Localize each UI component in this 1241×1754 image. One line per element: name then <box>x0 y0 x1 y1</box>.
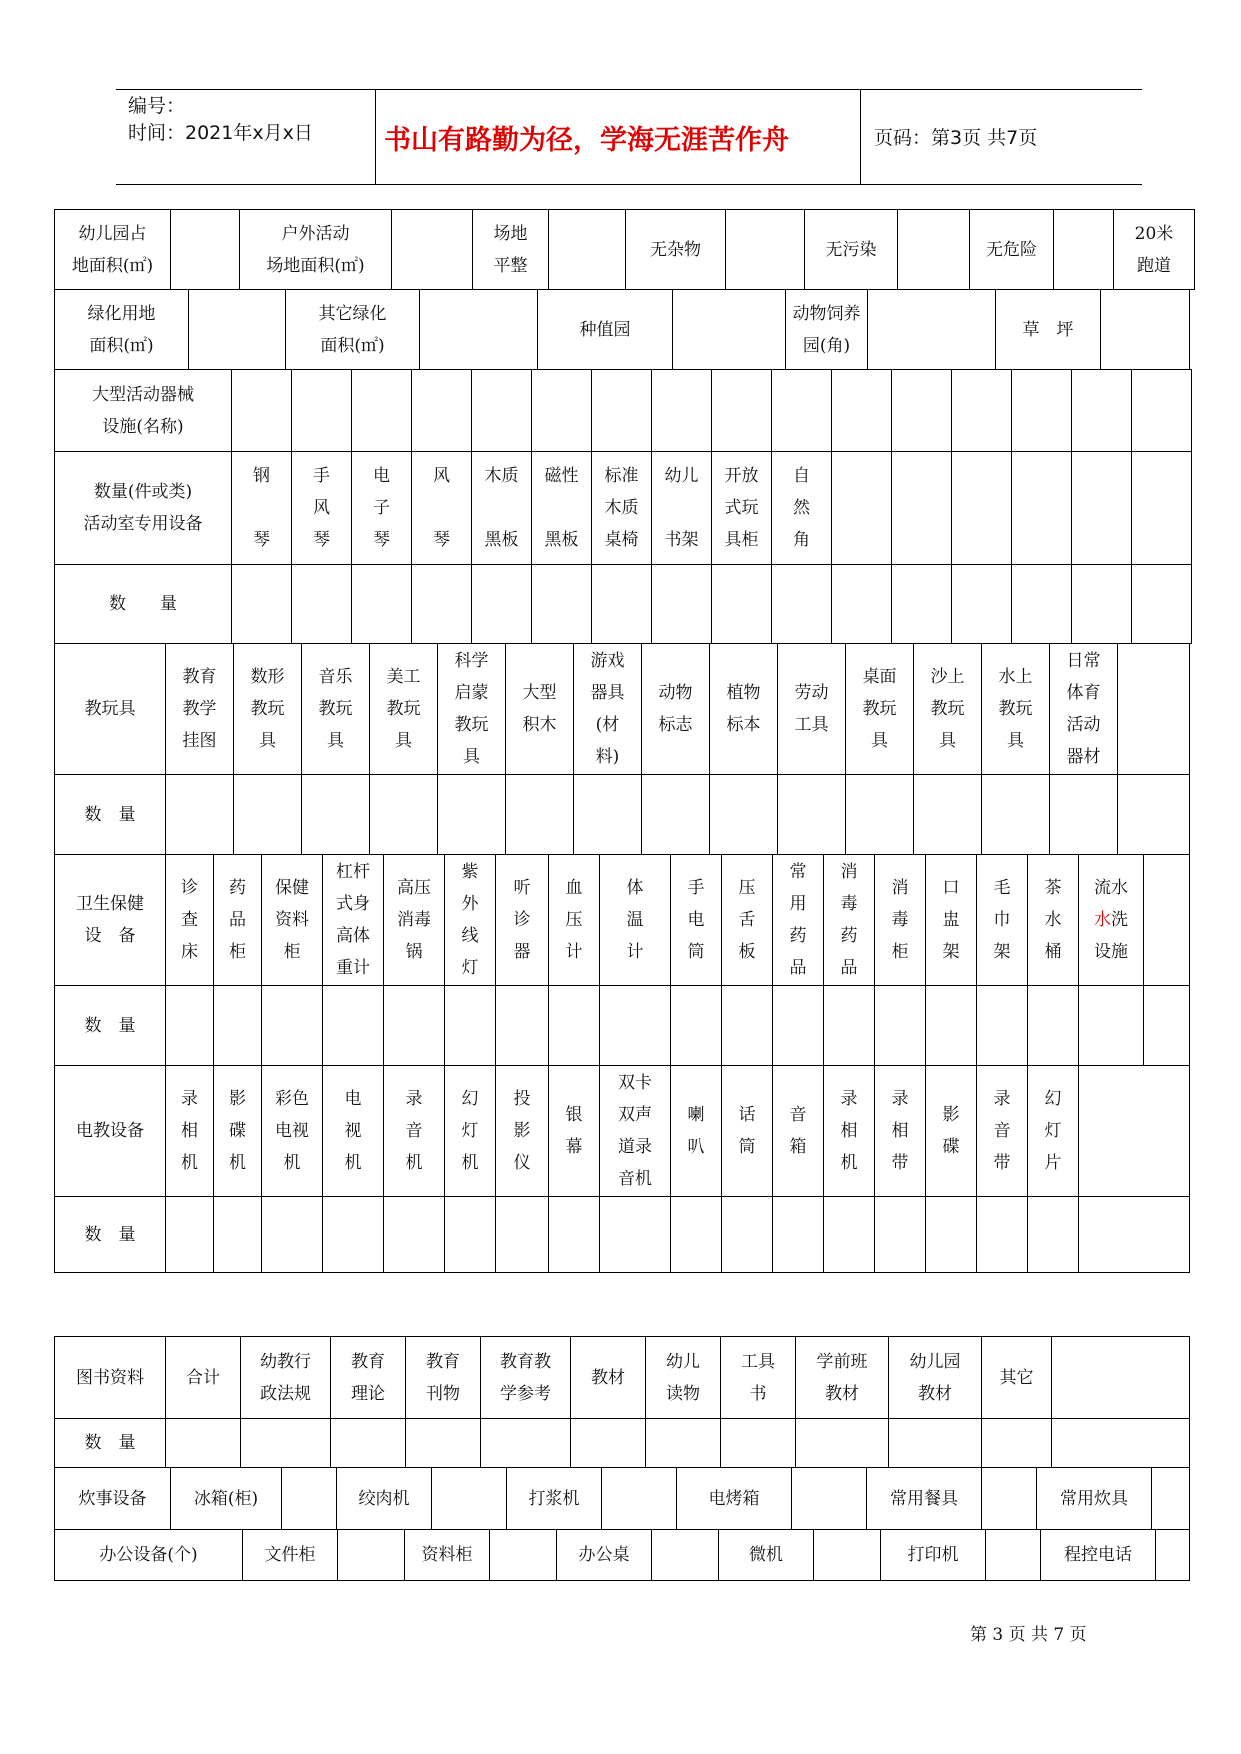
office-item: 办公桌 <box>557 1530 652 1581</box>
room-item: 标准 木质 桌椅 <box>592 452 652 565</box>
quantity-cell[interactable] <box>982 1419 1052 1468</box>
wash-label-a: 流水 <box>1094 878 1128 898</box>
wash-label-red: 水 <box>1094 910 1111 930</box>
time-label: 时间：2021年x月x日 <box>128 122 313 144</box>
quantity-cell[interactable] <box>496 1197 549 1273</box>
av-item: 投 影 仪 <box>496 1066 549 1197</box>
quantity-cell[interactable] <box>889 1419 982 1468</box>
quantity-cell[interactable] <box>472 565 532 644</box>
room-item: 电 子 琴 <box>352 452 412 565</box>
quantity-cell[interactable] <box>438 775 506 855</box>
site-r1-h6: 20米 跑道 <box>1114 210 1195 290</box>
quantity-cell[interactable] <box>232 565 292 644</box>
av-item: 影 碟 机 <box>214 1066 262 1197</box>
office-item: 程控电话 <box>1041 1530 1156 1581</box>
health-item: 口 盅 架 <box>926 855 977 986</box>
room-item-empty[interactable] <box>1132 452 1192 565</box>
quantity-cell[interactable] <box>406 1419 481 1468</box>
book-item: 幼教行 政法规 <box>241 1337 331 1419</box>
health-item: 听 诊 器 <box>496 855 549 986</box>
toys-row <box>55 644 1190 775</box>
site-r1-v1[interactable] <box>392 210 473 290</box>
office-table <box>54 1529 1190 1581</box>
kitchen-item: 常用炊具 <box>1037 1468 1152 1530</box>
site-r2-v1[interactable] <box>420 290 538 370</box>
site-r2-h0: 绿化用地 面积(㎡) <box>55 290 189 370</box>
office-value[interactable] <box>1156 1530 1190 1581</box>
office-value[interactable] <box>986 1530 1041 1581</box>
room-item: 手 风 琴 <box>292 452 352 565</box>
health-item-empty[interactable] <box>1144 855 1190 986</box>
room-item: 磁性 黑板 <box>532 452 592 565</box>
book-item: 教育教 学参考 <box>481 1337 571 1419</box>
site-r2-v4[interactable] <box>1101 290 1190 370</box>
toy-item: 游戏 器具 (材 料) <box>574 644 642 775</box>
site-row-2 <box>55 290 1190 370</box>
book-item: 学前班 教材 <box>796 1337 889 1419</box>
quantity-cell[interactable] <box>352 565 412 644</box>
quantity-cell[interactable] <box>1118 775 1190 855</box>
large-equipment-row <box>55 370 1192 452</box>
quantity-cell[interactable] <box>796 1419 889 1468</box>
kitchen-value[interactable] <box>792 1468 867 1530</box>
room-item-empty[interactable] <box>1072 452 1132 565</box>
quantity-cell[interactable] <box>721 1419 796 1468</box>
av-item: 录 相 机 <box>824 1066 875 1197</box>
health-item: 诊 查 床 <box>166 855 214 986</box>
site-r1-h2: 场地 平整 <box>473 210 549 290</box>
quantity-cell[interactable] <box>214 986 262 1066</box>
kitchen-value[interactable] <box>982 1468 1037 1530</box>
large-equipment-cell[interactable] <box>532 370 592 452</box>
quantity-cell[interactable] <box>875 986 926 1066</box>
toy-item: 动物 标志 <box>642 644 710 775</box>
av-item-empty[interactable] <box>1079 1066 1190 1197</box>
books-quantity-row <box>55 1419 1190 1468</box>
site-r1-v4[interactable] <box>898 210 970 290</box>
site-r2-v0[interactable] <box>189 290 286 370</box>
quantity-cell[interactable] <box>234 775 302 855</box>
toy-item: 大型 积木 <box>506 644 574 775</box>
room-equipment-label: 数量(件或类) 活动室专用设备 <box>55 452 232 565</box>
office-item: 微机 <box>719 1530 814 1581</box>
health-item: 保健 资料 柜 <box>262 855 323 986</box>
site-r1-h0: 幼儿园占 地面积(㎡) <box>55 210 171 290</box>
room-item-empty[interactable] <box>832 452 892 565</box>
av-item: 幻 灯 片 <box>1028 1066 1079 1197</box>
site-r2-v3[interactable] <box>868 290 996 370</box>
book-item: 合计 <box>166 1337 241 1419</box>
toy-item: 劳动 工具 <box>778 644 846 775</box>
quantity-cell[interactable] <box>549 986 600 1066</box>
health-quantity-label: 数 量 <box>55 986 166 1066</box>
quantity-cell[interactable] <box>1132 565 1192 644</box>
quantity-cell[interactable] <box>571 1419 646 1468</box>
site-r2-v2[interactable] <box>673 290 786 370</box>
quantity-cell[interactable] <box>241 1419 331 1468</box>
books-label: 图书资料 <box>55 1337 166 1419</box>
kitchen-item: 电烤箱 <box>677 1468 792 1530</box>
room-equipment-row <box>55 452 1192 565</box>
quantity-cell[interactable] <box>166 986 214 1066</box>
quantity-cell[interactable] <box>671 1197 722 1273</box>
toys-quantity-row <box>55 775 1190 855</box>
kitchen-label: 炊事设备 <box>55 1468 171 1530</box>
large-equipment-cell[interactable] <box>652 370 712 452</box>
quantity-cell[interactable] <box>1050 775 1118 855</box>
quantity-cell[interactable] <box>532 565 592 644</box>
footer-page-number: 第 3 页 共 7 页 <box>970 1625 1087 1645</box>
office-value[interactable] <box>652 1530 719 1581</box>
toy-item: 桌面 教玩 具 <box>846 644 914 775</box>
quantity-cell[interactable] <box>646 1419 721 1468</box>
header-meta <box>128 93 313 147</box>
kitchen-item: 绞肉机 <box>337 1468 432 1530</box>
quantity-cell[interactable] <box>824 986 875 1066</box>
toy-item: 数形 教玩 具 <box>234 644 302 775</box>
toys-label: 教玩具 <box>55 644 166 775</box>
toy-item: 音乐 教玩 具 <box>302 644 370 775</box>
health-label: 卫生保健 设 备 <box>55 855 166 986</box>
header-motto: 书山有路勤为径，学海无涯苦作舟 <box>384 125 789 156</box>
toy-item: 教育 教学 挂图 <box>166 644 234 775</box>
large-equipment-cell[interactable] <box>892 370 952 452</box>
large-equipment-cell[interactable] <box>832 370 892 452</box>
toy-item: 沙上 教玩 具 <box>914 644 982 775</box>
toy-item-empty[interactable] <box>1118 644 1190 775</box>
health-item: 体 温 计 <box>600 855 671 986</box>
office-label: 办公设备(个) <box>55 1530 243 1581</box>
quantity-cell[interactable] <box>506 775 574 855</box>
office-value[interactable] <box>490 1530 557 1581</box>
header-divider <box>860 90 861 184</box>
book-item: 教育 理论 <box>331 1337 406 1419</box>
office-item: 资料柜 <box>405 1530 490 1581</box>
large-equipment-cell[interactable] <box>1072 370 1132 452</box>
site-table-2 <box>54 289 1190 370</box>
quantity-cell[interactable] <box>549 1197 600 1273</box>
site-r1-v0[interactable] <box>171 210 240 290</box>
quantity-cell[interactable] <box>773 986 824 1066</box>
health-item: 杠杆 式身 高体 重计 <box>323 855 384 986</box>
health-quantity-row <box>55 986 1190 1066</box>
kitchen-value[interactable] <box>282 1468 337 1530</box>
room-item: 木质 黑板 <box>472 452 532 565</box>
quantity-cell[interactable] <box>600 1197 671 1273</box>
wash-label-c: 洗 设施 <box>1094 910 1128 962</box>
quantity-cell[interactable] <box>773 1197 824 1273</box>
kitchen-row <box>55 1468 1190 1530</box>
site-r2-h4: 草 坪 <box>996 290 1101 370</box>
kitchen-value[interactable] <box>432 1468 507 1530</box>
site-r1-v5[interactable] <box>1054 210 1114 290</box>
kitchen-item: 打浆机 <box>507 1468 602 1530</box>
site-table <box>54 209 1195 290</box>
health-item: 压 舌 板 <box>722 855 773 986</box>
toy-item: 科学 启蒙 教玩 具 <box>438 644 506 775</box>
av-item: 喇 叭 <box>671 1066 722 1197</box>
book-item: 教育 刊物 <box>406 1337 481 1419</box>
quantity-cell[interactable] <box>977 986 1028 1066</box>
room-item: 钢 琴 <box>232 452 292 565</box>
books-row <box>55 1337 1190 1419</box>
av-item: 幻 灯 机 <box>445 1066 496 1197</box>
health-item: 手 电 筒 <box>671 855 722 986</box>
quantity-cell[interactable] <box>292 565 352 644</box>
quantity-cell[interactable] <box>1012 565 1072 644</box>
health-item: 毛 巾 架 <box>977 855 1028 986</box>
quantity-cell[interactable] <box>642 775 710 855</box>
quantity-cell[interactable] <box>710 775 778 855</box>
kitchen-value[interactable] <box>1152 1468 1190 1530</box>
book-item: 教材 <box>571 1337 646 1419</box>
quantity-cell[interactable] <box>1028 1197 1079 1273</box>
book-item: 幼儿园 教材 <box>889 1337 982 1419</box>
book-item-empty[interactable] <box>1052 1337 1190 1419</box>
av-item: 银 幕 <box>549 1066 600 1197</box>
health-item-wash <box>1079 855 1144 986</box>
quantity-cell[interactable] <box>722 986 773 1066</box>
large-equipment-cell[interactable] <box>1012 370 1072 452</box>
health-item: 血 压 计 <box>549 855 600 986</box>
health-item: 药 品 柜 <box>214 855 262 986</box>
kitchen-item: 冰箱(柜) <box>171 1468 282 1530</box>
av-quantity-row <box>55 1197 1190 1273</box>
av-item: 录 音 带 <box>977 1066 1028 1197</box>
site-r2-h2: 种值园 <box>538 290 673 370</box>
quantity-cell[interactable] <box>875 1197 926 1273</box>
large-equipment-cell[interactable] <box>292 370 352 452</box>
site-r1-v2[interactable] <box>549 210 626 290</box>
toys-quantity-label: 数 量 <box>55 775 166 855</box>
toy-item: 美工 教玩 具 <box>370 644 438 775</box>
av-table <box>54 1065 1190 1273</box>
kitchen-item: 常用餐具 <box>867 1468 982 1530</box>
room-item: 自 然 角 <box>772 452 832 565</box>
quantity-cell[interactable] <box>778 775 846 855</box>
quantity-cell[interactable] <box>323 1197 384 1273</box>
quantity-cell[interactable] <box>574 775 642 855</box>
av-item: 影 碟 <box>926 1066 977 1197</box>
quantity-cell[interactable] <box>592 565 652 644</box>
large-equipment-cell[interactable] <box>232 370 292 452</box>
quantity-cell[interactable] <box>926 986 977 1066</box>
health-item: 高压 消毒 锅 <box>384 855 445 986</box>
health-item: 茶 水 桶 <box>1028 855 1079 986</box>
toy-item: 日常 体育 活动 器材 <box>1050 644 1118 775</box>
av-label: 电教设备 <box>55 1066 166 1197</box>
large-equipment-cell[interactable] <box>952 370 1012 452</box>
office-value[interactable] <box>338 1530 405 1581</box>
health-item: 消 毒 柜 <box>875 855 926 986</box>
room-item-empty[interactable] <box>952 452 1012 565</box>
av-item: 录 相 带 <box>875 1066 926 1197</box>
quantity-cell[interactable] <box>977 1197 1028 1273</box>
room-item: 开放 式玩 具柜 <box>712 452 772 565</box>
quantity-cell[interactable] <box>384 986 445 1066</box>
site-r2-h1: 其它绿化 面积(㎡) <box>286 290 420 370</box>
room-item: 风 琴 <box>412 452 472 565</box>
book-item: 幼儿 读物 <box>646 1337 721 1419</box>
header-page-info: 页码：第3页 共7页 <box>874 127 1038 149</box>
quantity-cell[interactable] <box>652 565 712 644</box>
quantity-cell[interactable] <box>384 1197 445 1273</box>
av-quantity-label: 数 量 <box>55 1197 166 1273</box>
quantity-cell[interactable] <box>302 775 370 855</box>
large-equipment-cell[interactable] <box>352 370 412 452</box>
quantity-cell[interactable] <box>600 986 671 1066</box>
toy-item: 植物 标本 <box>710 644 778 775</box>
site-r1-h1: 户外活动 场地面积(㎡) <box>240 210 392 290</box>
quantity-cell[interactable] <box>262 986 323 1066</box>
av-item: 录 音 机 <box>384 1066 445 1197</box>
book-item: 其它 <box>982 1337 1052 1419</box>
header-divider <box>375 90 376 184</box>
office-value[interactable] <box>814 1530 881 1581</box>
quantity-cell[interactable] <box>892 565 952 644</box>
av-item: 双卡 双声 道录 音机 <box>600 1066 671 1197</box>
quantity-cell[interactable] <box>166 1419 241 1468</box>
large-equipment-cell[interactable] <box>1132 370 1192 452</box>
quantity-cell[interactable] <box>722 1197 773 1273</box>
quantity-cell[interactable] <box>496 986 549 1066</box>
quantity-cell[interactable] <box>846 775 914 855</box>
quantity-cell[interactable] <box>1079 1197 1190 1273</box>
quantity-cell[interactable] <box>926 1197 977 1273</box>
av-item: 音 箱 <box>773 1066 824 1197</box>
quantity-cell[interactable] <box>412 565 472 644</box>
quantity-cell[interactable] <box>214 1197 262 1273</box>
av-row <box>55 1066 1190 1197</box>
site-r1-h5: 无危险 <box>970 210 1054 290</box>
toy-item: 水上 教玩 具 <box>982 644 1050 775</box>
site-r1-v3[interactable] <box>726 210 805 290</box>
books-table <box>54 1336 1190 1468</box>
quantity-cell[interactable] <box>1079 986 1144 1066</box>
room-quantity-row <box>55 565 1192 644</box>
av-item: 录 相 机 <box>166 1066 214 1197</box>
quantity-cell[interactable] <box>832 565 892 644</box>
number-label: 编号： <box>128 95 186 117</box>
kitchen-table <box>54 1467 1190 1530</box>
quantity-cell[interactable] <box>262 1197 323 1273</box>
quantity-cell[interactable] <box>331 1419 406 1468</box>
books-quantity-label: 数 量 <box>55 1419 166 1468</box>
quantity-cell[interactable] <box>712 565 772 644</box>
av-item: 彩色 电视 机 <box>262 1066 323 1197</box>
av-item: 话 筒 <box>722 1066 773 1197</box>
room-item-empty[interactable] <box>1012 452 1072 565</box>
equipment-table <box>54 369 1192 644</box>
large-equipment-cell[interactable] <box>592 370 652 452</box>
quantity-cell[interactable] <box>1052 1419 1190 1468</box>
large-equipment-cell[interactable] <box>472 370 532 452</box>
office-row <box>55 1530 1190 1581</box>
site-r1-h4: 无污染 <box>805 210 898 290</box>
quantity-cell[interactable] <box>952 565 1012 644</box>
health-table <box>54 854 1190 1066</box>
quantity-cell[interactable] <box>1072 565 1132 644</box>
page-header <box>116 89 1142 185</box>
quantity-cell[interactable] <box>671 986 722 1066</box>
site-r1-h3: 无杂物 <box>626 210 726 290</box>
large-equipment-cell[interactable] <box>412 370 472 452</box>
quantity-cell[interactable] <box>481 1419 571 1468</box>
quantity-cell[interactable] <box>166 1197 214 1273</box>
quantity-cell[interactable] <box>824 1197 875 1273</box>
quantity-cell[interactable] <box>323 986 384 1066</box>
site-r2-h3: 动物饲养 园(角) <box>786 290 868 370</box>
quantity-cell[interactable] <box>445 1197 496 1273</box>
health-row <box>55 855 1190 986</box>
quantity-cell[interactable] <box>1028 986 1079 1066</box>
toys-table <box>54 643 1190 855</box>
quantity-cell[interactable] <box>1144 986 1190 1066</box>
large-equipment-cell[interactable] <box>772 370 832 452</box>
quantity-cell[interactable] <box>914 775 982 855</box>
room-item-empty[interactable] <box>892 452 952 565</box>
office-item: 打印机 <box>881 1530 986 1581</box>
room-quantity-label: 数 量 <box>55 565 232 644</box>
quantity-cell[interactable] <box>370 775 438 855</box>
quantity-cell[interactable] <box>982 775 1050 855</box>
health-item: 消 毒 药 品 <box>824 855 875 986</box>
site-row-1 <box>55 210 1195 290</box>
health-item: 紫 外 线 灯 <box>445 855 496 986</box>
av-item: 电 视 机 <box>323 1066 384 1197</box>
book-item: 工具 书 <box>721 1337 796 1419</box>
quantity-cell[interactable] <box>445 986 496 1066</box>
room-item: 幼儿 书架 <box>652 452 712 565</box>
quantity-cell[interactable] <box>772 565 832 644</box>
quantity-cell[interactable] <box>166 775 234 855</box>
large-equipment-cell[interactable] <box>712 370 772 452</box>
large-equipment-label: 大型活动器械 设施(名称) <box>55 370 232 452</box>
office-item: 文件柜 <box>243 1530 338 1581</box>
kitchen-value[interactable] <box>602 1468 677 1530</box>
health-item: 常 用 药 品 <box>773 855 824 986</box>
